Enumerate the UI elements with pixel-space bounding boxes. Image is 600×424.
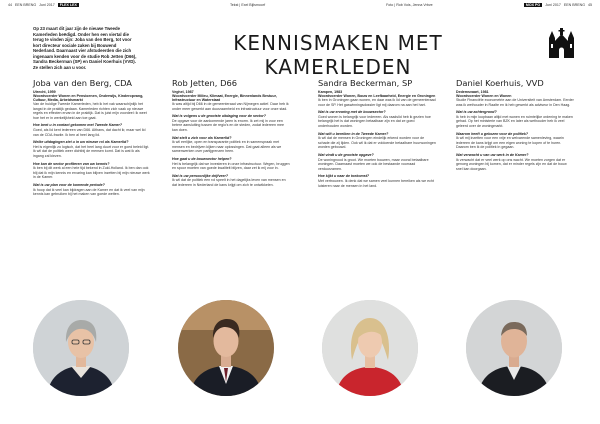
- member-origin: Kampen, 1983: [318, 90, 343, 94]
- member-column-berg: [33, 78, 151, 197]
- portrait-photo-jetten: [178, 300, 274, 396]
- answer: Met vertrouwen. Ik denk dat we samen veel kunnen bereiken als we echt luisteren naar de mensen in het land.: [318, 178, 434, 188]
- member-name: Sandra Beckerman, SP: [318, 78, 413, 88]
- header-right: [524, 3, 592, 7]
- member-name: Rob Jetten, D66: [172, 78, 238, 88]
- member-name: Joba van den Berg, CDA: [33, 78, 132, 88]
- header-left: [8, 3, 79, 7]
- member-column-beckerman: [318, 78, 436, 188]
- answer: Ik hoop dat ik veel kan bijdragen aan de Kamer en dat ik veel van mijn kennis kan gebruiken bij het maken van goede wetten.: [33, 187, 145, 197]
- question: Hoe gaat u de bouwsector helpen?: [172, 156, 232, 161]
- member-origin: Dedemsvaart, 1981: [456, 90, 489, 94]
- question: Hoe kijkt u naar de toekomst?: [318, 174, 370, 179]
- section-right: EEN BRENG: [563, 3, 585, 7]
- portrait-photo-koerhuis: [466, 300, 562, 396]
- question: Welke uitdagingen ziet u in uw nieuwe rol als Kamerlid?: [33, 140, 129, 145]
- question: Hoe bent u in contact gekomen met Tweede Kamer?: [33, 123, 123, 128]
- member-origin: Veghel, 1987: [172, 90, 194, 94]
- member-portfolio: Woordvoerder Wonen en Wonen: [456, 94, 512, 98]
- page-title: KENNISMAKEN MET KAMERLEDEN: [233, 31, 443, 79]
- credit-photo: Foto | Rob Vois, Jenna Vrbve: [386, 3, 433, 7]
- answer: Ik wil dat de politiek een rol speelt in het dagelijks leven van mensen en dat iedereen in Nederland de kans krijgt om zich te ontwikkelen.: [172, 178, 286, 187]
- question: Waarom heeft u gekozen voor de politiek?: [456, 131, 529, 136]
- tag-right: MOX PO: [525, 3, 541, 7]
- answer: Ik wil dat de mensen in Groningen eindelijk erkend worden voor de schade die zij lijden. Ook wil ik dat er voldoende betaalbare huurwoningen worden gebouwd.: [318, 136, 436, 150]
- member-bio: Ik was altijd bij D66 in de gemeenteraad van Nijmegen actief. Daar heb ik onder meer gewerkt aan duurzaamheid en infrastructuur voor onze stad.: [172, 102, 289, 111]
- page-header: [0, 0, 600, 10]
- answer: Ik wil eerlijke, open en transparante politiek en in samenspraak met mensen en bedrijven kijken naar oplossingen. Dat gaat alleen als we samenwerken over partijgrenzen heen.: [172, 140, 282, 154]
- question: Wat is uw ervaring met de bouwsector?: [318, 110, 386, 115]
- tag-left: FLEX LEX: [59, 3, 77, 7]
- member-origin: Utrecht, 1959: [33, 90, 56, 94]
- answer: Ik verwacht dat er veel werk op ons wacht. We moeten zorgen dat er genoeg woningen bij komen, dat er minder regels zijn en dat de bouw snel kan doorgaan.: [456, 157, 567, 171]
- member-bio: Van de huidige Tweede Kamerleden, heb ik het vak waarschijnlijk het langst in de praktijk gedaan. Kamerleden richten zich vaak op nieuwe regels en effecten ervan in de praktijk. Dat is juist mijn voordeel: ik weet hoe het er in werkelijkheid aan toe gaat.: [33, 102, 147, 120]
- question: Wat is volgens u de grootste uitdaging voor de sector?: [172, 114, 266, 119]
- page-number-left: 44: [8, 3, 12, 7]
- member-portfolio: Woordvoerder Milieu, Klimaat, Energie, Binnenlands Bestuur, Infrastructuur en Waterstaat: [172, 94, 277, 102]
- member-portfolio: Woordvoerder Wonen en Pensioenen, Onderwijs, Kinderopvang, Cultuur, Media, Arbeidsmarkt: [33, 94, 144, 102]
- question: Wat is uw persoonlijke drijfveer?: [172, 173, 229, 178]
- answer: Het is belangrijk dat we investeren in onze infrastructuur. Wegen, bruggen en spoor moeten van goede kwaliteit blijven, daar zet ik mij voor in.: [172, 161, 290, 171]
- answer: Goed, als lid kent iedereen van D66. Althans, dat dacht ik; maar wel lid van de CDA-fractie. Ik ben al heel lang lid.: [33, 127, 146, 137]
- question: Wat vindt u de grootste opgave?: [318, 152, 374, 157]
- date-right: Juni 2017: [545, 3, 561, 7]
- church-icon: [549, 28, 574, 58]
- page-number-right: 45: [588, 3, 592, 7]
- answer: Het is eigenlijk zo logisch, dat het heel lang duurt voor er goed beleid ligt. Ik wil dat de politiek weer dichtbij de mensen komt. Dat is wat ik als ingang zal kiezen.: [33, 144, 150, 158]
- answer: De opgave voor de aankomende jaren is enorm. Ik zet mij in voor een betere aansluiting tussen de regio's en de steden, zodat iedereen mee kan doen.: [172, 118, 284, 132]
- member-name: Daniel Koerhuis, VVD: [456, 78, 544, 88]
- question: Wat is uw achtergrond?: [456, 110, 497, 115]
- intro-text: Op 23 maart dit jaar zijn de nieuwe Tweede Kamerleden beëdigd. Onder hen een viertal die terug te vinden zijn: Joba van den Berg, tot voor kort directeur sociale zaken bij Bouwend Nederland. Daarnaast vier afstudeerden die zich ingenaam kenden voor de studie Rob Jetten (D66), Sandra Beckerman (SP) en Daniel Koerhuis (VVD). Ze stellen zich aan u voor.: [33, 26, 137, 70]
- answer: Ik ben bij dit werk al een hele tijd bekend in Zuid-Holland. Ik ben dan ook blij dat ik mijn kennis en ervaring kan blijven inzetten bij mijn nieuwe werk in de Kamer.: [33, 166, 150, 180]
- answer: Ik wil mij inzetten voor een vrije en welvarende samenleving, waarin iedereen de kans krijgt om een eigen woning te kopen of te huren. Daarom ben ik de politiek in gegaan.: [456, 136, 564, 150]
- answer: Goed wonen is belangrijk voor iedereen. Als raadslid heb ik gezien hoe belangrijk het is dat woningen betaalbaar zijn en dat ze goed onderhouden worden.: [318, 114, 431, 128]
- member-column-koerhuis: [456, 78, 574, 171]
- answer: Ik heb in mijn loopbaan altijd met wonen en ruimtelijke ordening te maken gehad. Op het ministerie van BZK en later als wethouder heb ik veel geleerd over de woningmarkt.: [456, 114, 573, 128]
- question: Wat wilt u bereiken in de Tweede Kamer?: [318, 131, 389, 136]
- question: Wat verwacht u van uw werk in de Kamer?: [456, 152, 529, 157]
- member-portfolio: Woordvoerder Wonen, Bouw en Leefbaarheid, Energie en Groningen: [318, 94, 436, 98]
- date-left: Juni 2017: [39, 3, 55, 7]
- question: Wat stelt u zich voor als Kamerlid?: [172, 135, 232, 140]
- member-bio: Studie Financiële econometrie aan de Universiteit van Amsterdam. Eerder was ik wethouder in Raalte en ik heb gewerkt als adviseur in Den Haag.: [456, 98, 574, 107]
- portrait-photo-berg: [33, 300, 129, 396]
- member-column-jetten: [172, 78, 290, 188]
- section-left: EEN BRENG: [15, 3, 37, 7]
- header-credits: [230, 3, 433, 7]
- question: Wat is uw plan voor de komende periode?: [33, 182, 105, 187]
- credit-text: Tekst | Exel Bijlsmoorf: [230, 3, 266, 7]
- member-bio: Ik ben in Groningen gaan wonen, en daar was ik lid van de gemeenteraad voor de SP. Het gaswinningsdossier ligt mij daarom na aan het hart.: [318, 98, 436, 107]
- answer: De woningnood is groot. We moeten bouwen, maar vooral betaalbare woningen. Daarnaast moeten we ook de bestaande voorraad verduurzamen.: [318, 157, 429, 171]
- portrait-photo-beckerman: [322, 300, 418, 396]
- question: Hoe kan de sector profiteren van uw kennis?: [33, 161, 110, 166]
